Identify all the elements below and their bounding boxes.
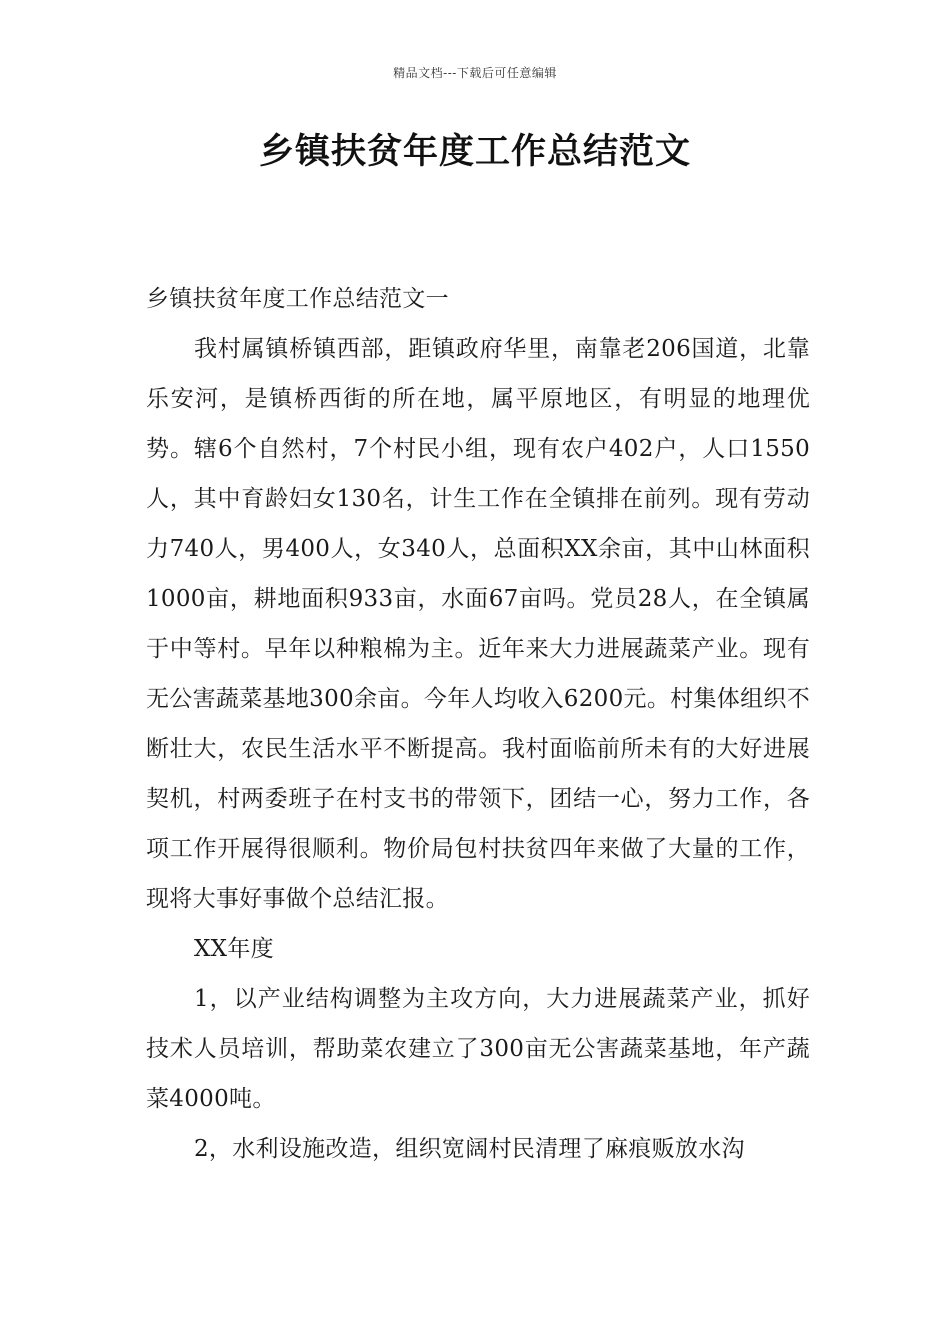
page-header-note: 精品文档---下载后可任意编辑 [393, 66, 557, 80]
paragraph-item-2: 2，水利设施改造，组织宽阔村民清理了麻痕贩放水沟 [194, 1136, 745, 1162]
section-heading: 乡镇扶贫年度工作总结范文一 [146, 286, 449, 312]
paragraph-intro: 我村属镇桥镇西部，距镇政府华里，南靠老206国道，北靠乐安河，是镇桥西街的所在地，属平原地区，有明显的地理优势。辖6个自然村，7个村民小组，现有农户402户，人口1550人，其中育龄妇女130名，计生工作在全镇排在前列。现有劳动力740人，男400人，女340人，总面积XX余亩，其中山林面积1000亩，耕地面积933亩，水面67亩吗。党员28人，在全镇属于中等村。早年以种粮棉为主。近年来大力进展蔬菜产业。现有无公害蔬菜基地300余亩。今年人均收入6200元。村集体组织不断壮大，农民生活水平不断提高。我村面临前所未有的大好进展契机，村两委班子在村支书的带领下，团结一心，努力工作，各项工作开展得很顺利。物价局包村扶贫四年来做了大量的工作，现将大事好事做个总结汇报。 [146, 336, 810, 912]
document-body [146, 274, 810, 1174]
paragraph-item-1: 1，以产业结构调整为主攻方向，大力进展蔬菜产业，抓好技术人员培训，帮助菜农建立了300亩无公害蔬菜基地，年产蔬菜4000吨。 [146, 986, 810, 1112]
document-title: 乡镇扶贫年度工作总结范文 [258, 132, 691, 172]
paragraph-year-heading: XX年度 [194, 936, 274, 962]
